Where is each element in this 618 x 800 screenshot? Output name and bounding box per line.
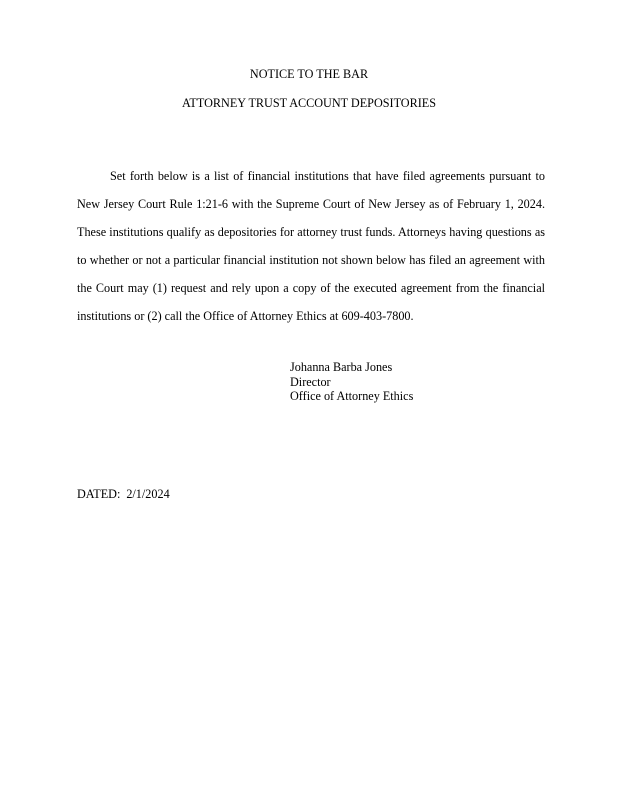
signature-block <box>290 360 413 404</box>
dated-line <box>77 486 170 502</box>
notice-title: NOTICE TO THE BAR <box>249 67 369 81</box>
dated-label: DATED: <box>77 487 121 501</box>
notice-body-paragraph: Set forth below is a list of financial institutions that have filed agreements pursuant to New Jersey Court Rule 1:21-6 with the Supreme Court of New Jersey as of February 1, 2024. These institutions qualify as depositories for attorney trust funds. Attorneys having questions as to whether or not a particular financial institution not shown below has filed an agreement with the Court may (1) request and rely upon a copy of the executed agreement from the financial institutions or (2) call the Office of Attorney Ethics at 609-403-7800. <box>77 169 545 323</box>
dated-value: 2/1/2024 <box>126 487 170 501</box>
notice-subtitle: ATTORNEY TRUST ACCOUNT DEPOSITORIES <box>181 96 437 110</box>
signatory-name: Johanna Barba Jones <box>290 360 393 374</box>
signatory-office: Office of Attorney Ethics <box>290 389 414 403</box>
signatory-title: Director <box>290 374 331 389</box>
